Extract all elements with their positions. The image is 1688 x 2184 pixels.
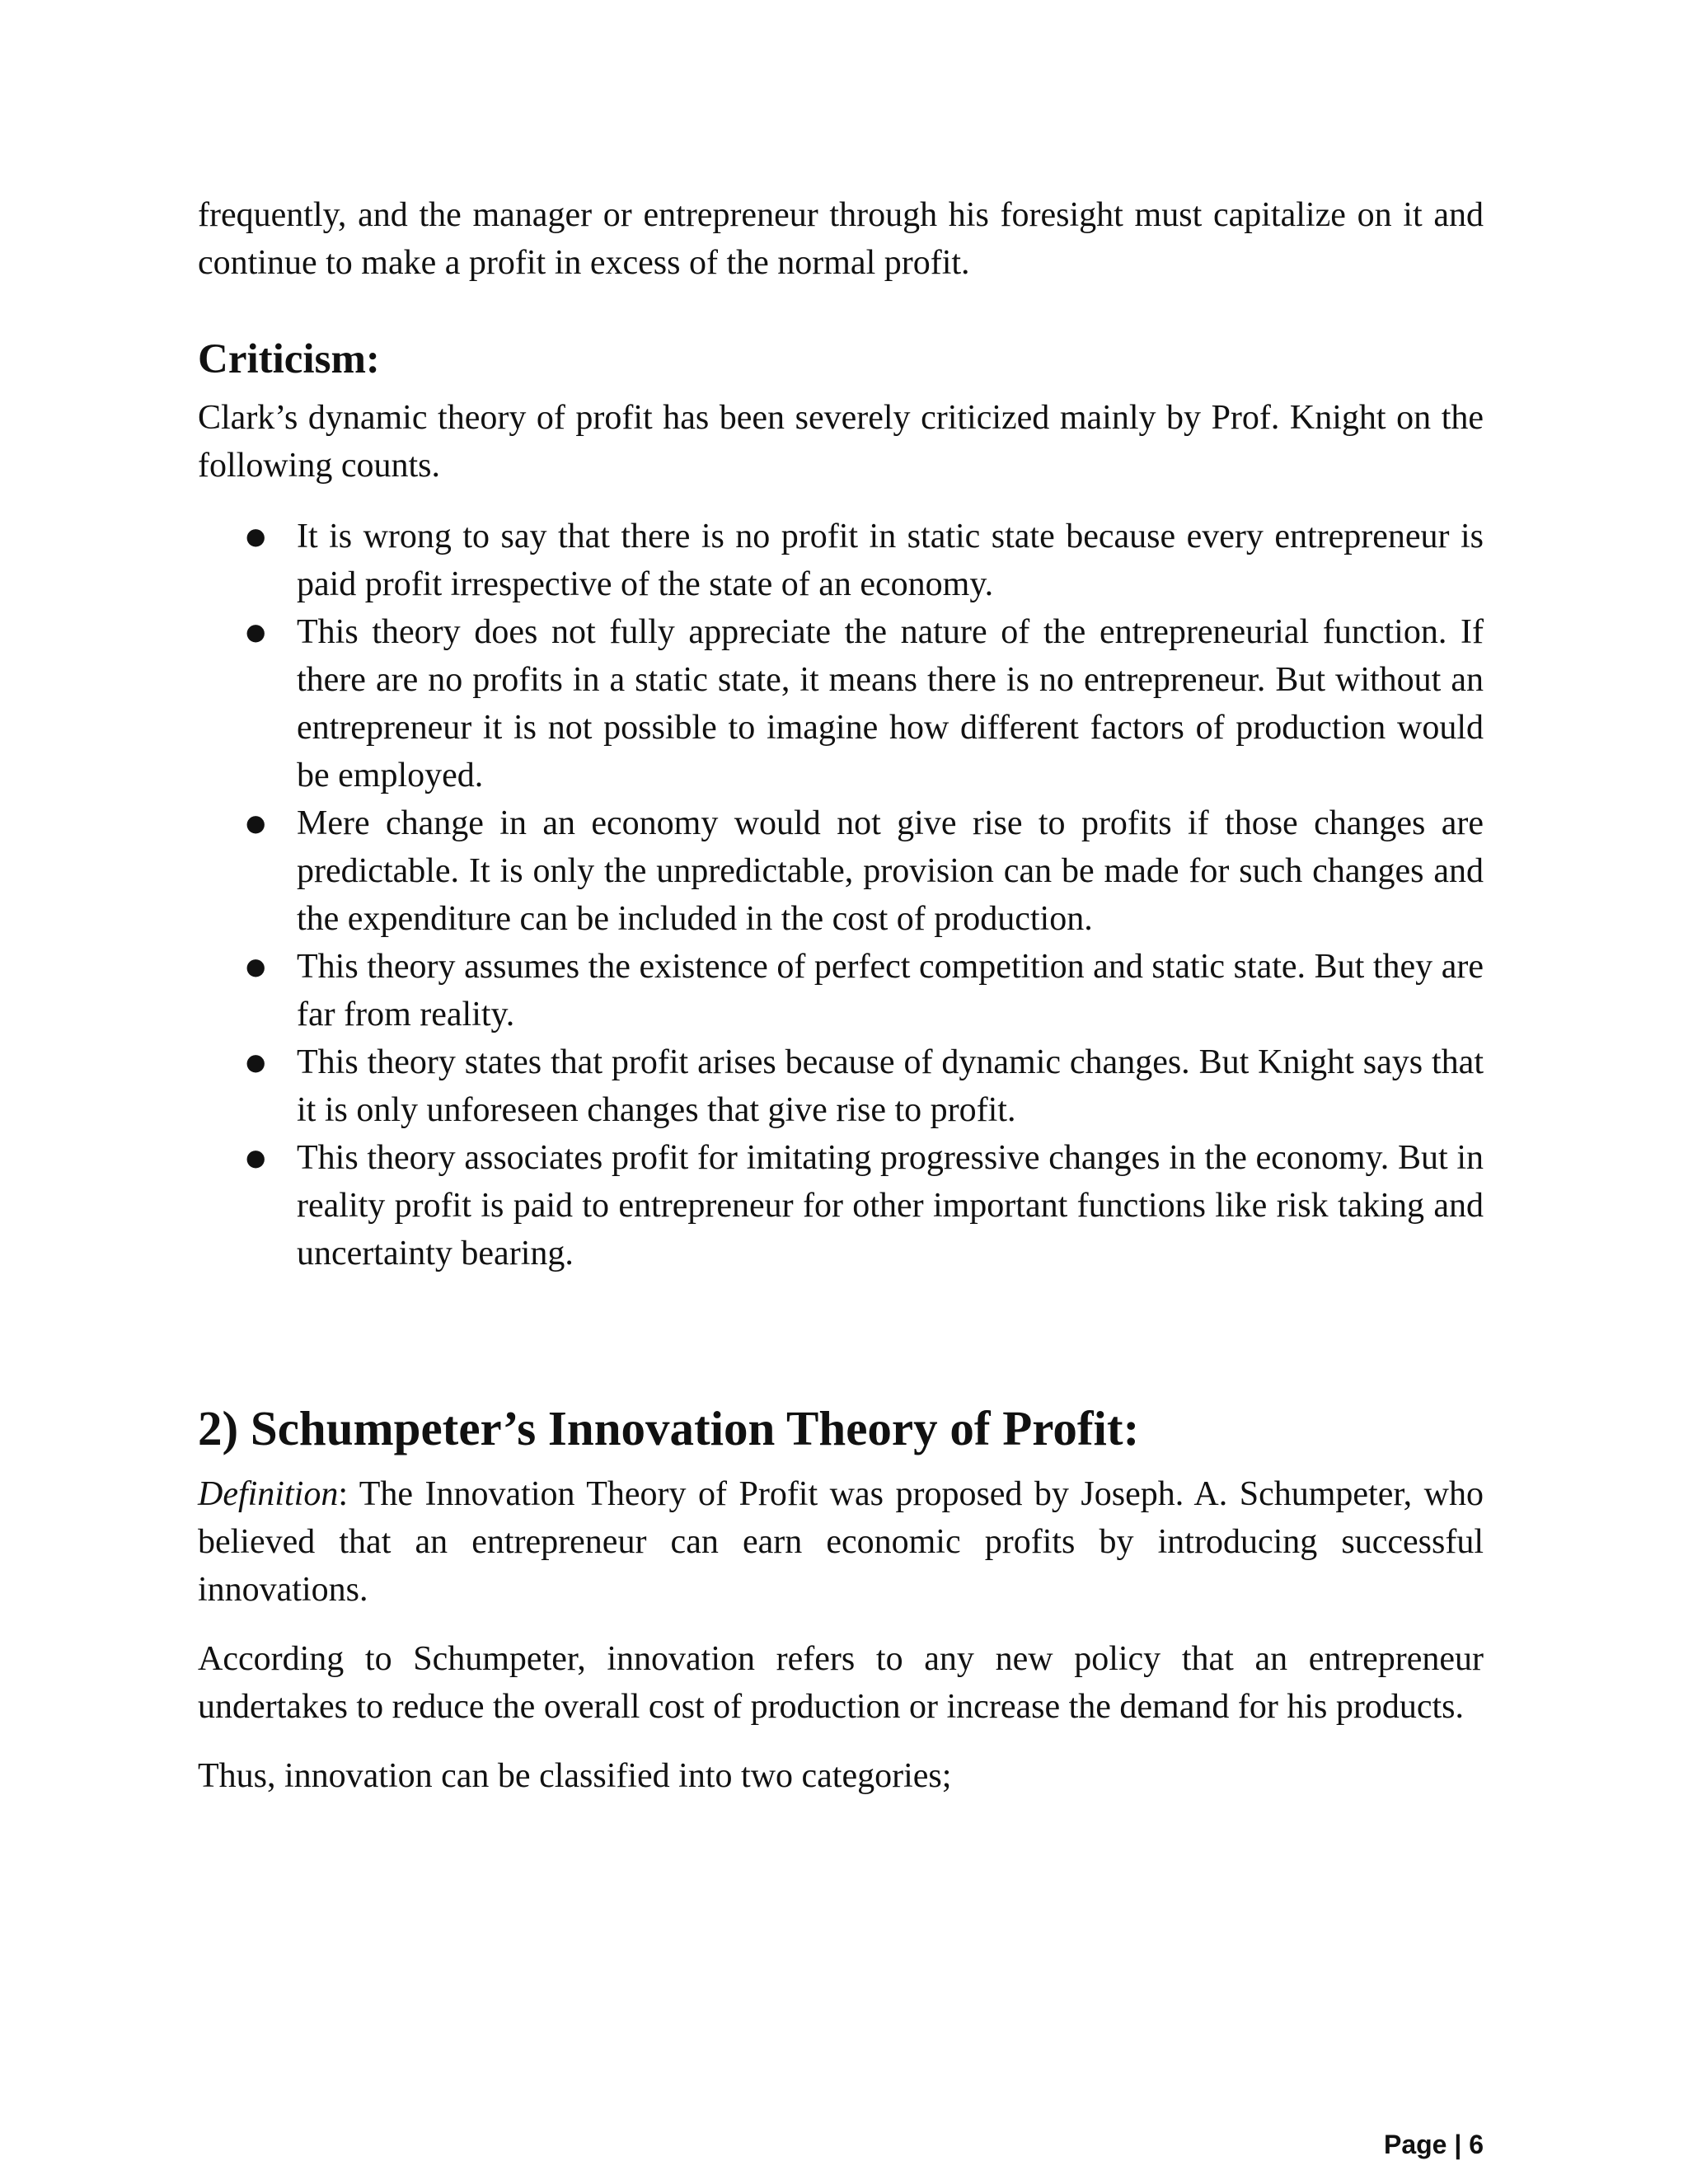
criticism-point-text: This theory associates profit for imitating progressive changes in the economy. But in reality profit is paid to entrepreneur for other important functions like risk taking and uncertainty bearing. (297, 1139, 1484, 1272)
definition-text: : The Innovation Theory of Profit was proposed by Joseph. A. Schumpeter, who believed that an entrepreneur can earn economic profits by introducing successful innovations. (198, 1475, 1484, 1609)
criticism-point (246, 513, 1484, 608)
criticism-point (246, 1134, 1484, 1277)
definition-paragraph (198, 1470, 1484, 1614)
criticism-intro-paragraph: Clark’s dynamic theory of profit has been severely criticized mainly by Prof. Knight on the following counts. (198, 399, 1484, 485)
definition-label: Definition (198, 1475, 339, 1513)
criticism-point (246, 943, 1484, 1038)
bullet-icon: ● (246, 523, 266, 550)
bullet-icon: ● (246, 953, 266, 980)
page-number: Page | 6 (1383, 2130, 1484, 2159)
criticism-heading: Criticism: (198, 336, 380, 382)
criticism-point (246, 1038, 1484, 1134)
criticism-list (198, 513, 1484, 1277)
innovation-meaning-paragraph: According to Schumpeter, innovation refers to any new policy that an entrepreneur undertakes to reduce the overall cost of production or increase the demand for his products. (198, 1640, 1484, 1726)
criticism-point (246, 799, 1484, 943)
bullet-icon: ● (246, 618, 266, 645)
innovation-categories-paragraph: Thus, innovation can be classified into two categories; (198, 1757, 952, 1795)
criticism-point-text: This theory does not fully appreciate the nature of the entrepreneurial function. If there are no profits in a static state, it means there is no entrepreneur. But without an entrepreneur it is not possible to imagine how different factors of production would be employed. (297, 613, 1484, 794)
criticism-point-text: This theory assumes the existence of perfect competition and static state. But they are far from reality. (297, 948, 1484, 1033)
document-page (198, 191, 1484, 1800)
criticism-point-text: This theory states that profit arises because of dynamic changes. But Knight says that it is only unforeseen changes that give rise to profit. (297, 1043, 1484, 1129)
section-spacer (198, 1277, 1484, 1398)
bullet-icon: ● (246, 1144, 266, 1171)
criticism-point-text: It is wrong to say that there is no profit in static state because every entrepreneur is paid profit irrespective of the state of an economy. (297, 518, 1484, 603)
bullet-icon: ● (246, 1048, 266, 1076)
bullet-icon: ● (246, 809, 266, 837)
criticism-point (246, 608, 1484, 799)
criticism-point-text: Mere change in an economy would not give rise to profits if those changes are predictable. It is only the unpredictable, provision can be made for such changes and the expenditure can be included in the cost of production. (297, 804, 1484, 938)
schumpeter-heading: 2) Schumpeter’s Innovation Theory of Profit: (198, 1401, 1140, 1455)
intro-continuation-paragraph: frequently, and the manager or entrepreneur through his foresight must capitalize on it and continue to make a profit in excess of the normal profit. (198, 196, 1484, 282)
